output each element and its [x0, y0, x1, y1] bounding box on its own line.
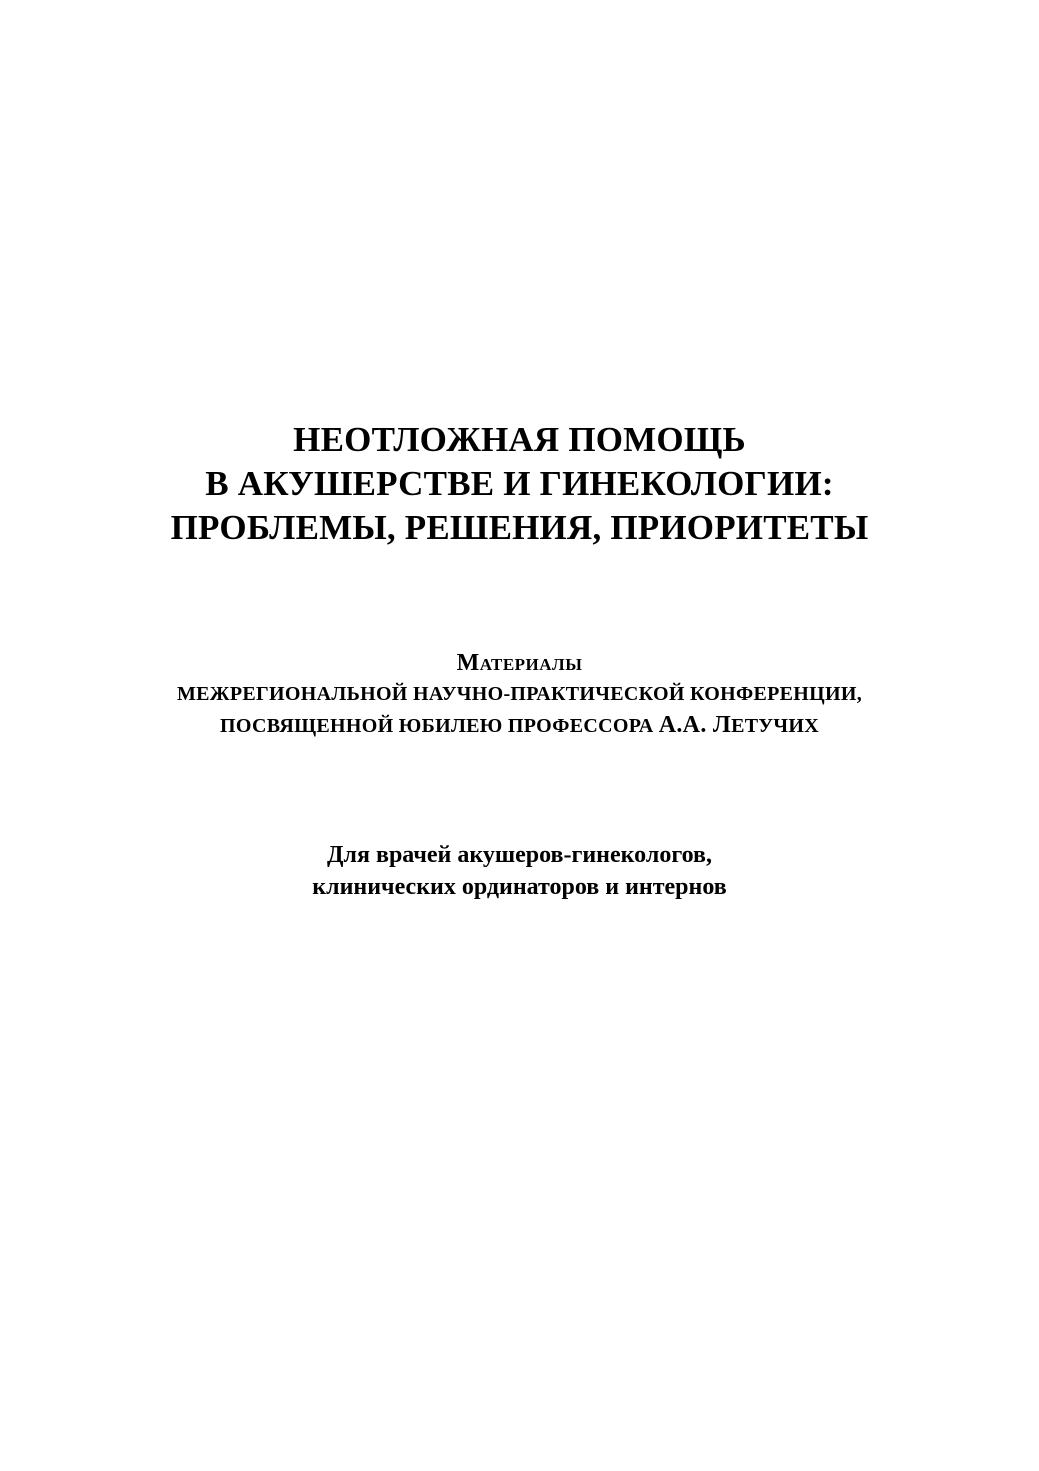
document-title — [0, 418, 1039, 550]
materials-line-1: МЕЖРЕГИОНАЛЬНОЙ НАУЧНО-ПРАКТИЧЕСКОЙ КОНФЕРЕНЦИИ, — [176, 683, 862, 705]
title-line-3: ПРОБЛЕМЫ, РЕШЕНИЯ, ПРИОРИТЕТЫ — [170, 508, 869, 547]
title-line-1: НЕОТЛОЖНАЯ ПОМОЩЬ — [293, 420, 746, 459]
materials-line-2-main: ПОСВЯЩЕННОЙ ЮБИЛЕЮ ПРОФЕССОРА — [220, 715, 659, 737]
materials-line-2 — [0, 710, 1039, 742]
audience-line-2: клинических ординаторов и интернов — [312, 874, 727, 900]
conference-materials-subtitle — [0, 648, 1039, 742]
materials-line-2-surname: ЕТУЧИХ — [731, 715, 819, 737]
materials-heading: Материалы — [456, 650, 583, 676]
title-line-2: В АКУШЕРСТВЕ И ГИНЕКОЛОГИИ: — [205, 464, 834, 503]
audience-line-1: Для врачей акушеров-гинекологов, — [327, 842, 712, 868]
materials-line-2-initials: А.А. Л — [658, 712, 732, 738]
target-audience — [0, 839, 1039, 903]
